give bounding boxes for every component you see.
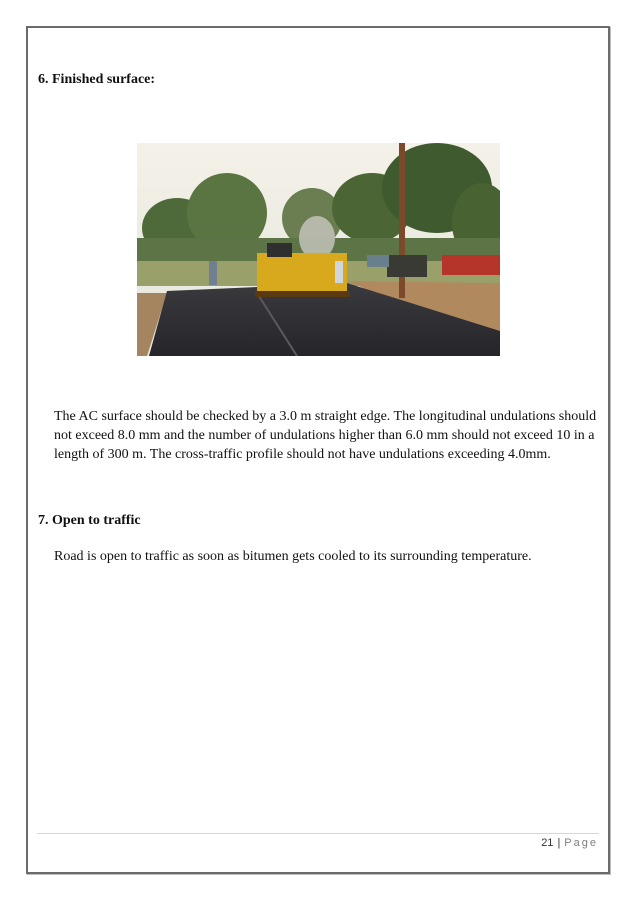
paving-photo-illustration	[137, 143, 500, 356]
page-label: Page	[564, 837, 598, 849]
finished-surface-paragraph: The AC surface should be checked by a 3.0 m straight edge. The longitudinal undulations should not exceed 8.0 mm and the number of undulations higher than 6.0 mm should not exceed 10 in a length of 300 m. The cross-traffic profile should not have undulations exceeding 4.0mm.	[54, 409, 597, 462]
asphalt-paving-photo	[137, 143, 500, 356]
section-heading-open-to-traffic: 7. Open to traffic	[38, 513, 141, 528]
page-footer	[541, 837, 598, 849]
footer-separator: |	[557, 837, 561, 849]
footer-rule	[37, 833, 599, 834]
section-heading-finished-surface: 6. Finished surface:	[38, 72, 156, 87]
open-to-traffic-paragraph: Road is open to traffic as soon as bitumen gets cooled to its surrounding temperature.	[54, 549, 532, 564]
page-number: 21	[541, 837, 554, 849]
